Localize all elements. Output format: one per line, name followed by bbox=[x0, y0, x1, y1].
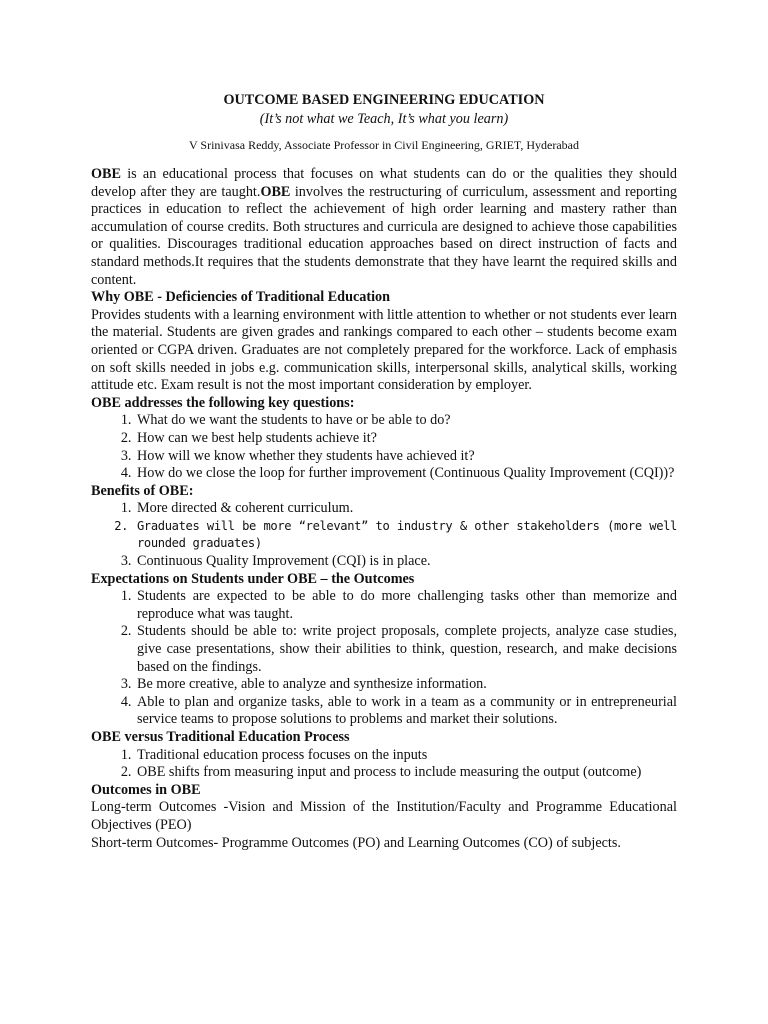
list-item: 2. OBE shifts from measuring input and process to include measuring the output (outcome) bbox=[135, 764, 677, 782]
list-item: 4. Able to plan and organize tasks, able to work in a team as a community or in entrepreneurial service teams to propose solutions to problems and market their solutions. bbox=[135, 694, 677, 729]
why-obe-heading: Why OBE - Deficiencies of Traditional Education bbox=[91, 289, 390, 306]
intro-term-obe-2: OBE bbox=[260, 183, 291, 200]
expectations-heading: Expectations on Students under OBE – the Outcomes bbox=[91, 570, 415, 587]
intro-term-obe: OBE bbox=[91, 166, 121, 182]
list-item: 1. More directed & coherent curriculum. bbox=[135, 500, 677, 518]
intro-text-2: involves the restructuring of curriculum, assessment and reporting practices in education to reflect the achievement of high order learning and mastery rather than accumulation of course credits. Both structures and curricula are designed to achieve those capabilities or qualities. Discourages traditional education approaches based on direct instruction of facts and standard methods.It requires that the students demonstrate that they have learnt the required skills and content. bbox=[91, 183, 678, 288]
list-item: 2. Students should be able to: write project proposals, complete projects, analyze case studies, give case presentations, show their abilities to think, question, research, and make decisions based on the findings. bbox=[135, 623, 677, 676]
intro-paragraph bbox=[91, 166, 677, 289]
document-subtitle: (It’s not what we Teach, It’s what you learn) bbox=[259, 111, 509, 127]
author-line: V Srinivasa Reddy, Associate Professor in Civil Engineering, GRIET, Hyderabad bbox=[188, 138, 580, 152]
benefits-list bbox=[91, 500, 677, 570]
expectations-list bbox=[91, 588, 677, 729]
list-item: 2. Graduates will be more “relevant” to industry & other stakeholders (more well rounded graduates) bbox=[135, 518, 677, 553]
list-item: 1. What do we want the students to have or be able to do? bbox=[135, 412, 677, 430]
list-item: 1. Traditional education process focuses on the inputs bbox=[135, 747, 677, 765]
benefits-heading: Benefits of OBE: bbox=[91, 482, 194, 499]
list-item: 4. How do we close the loop for further improvement (Continuous Quality Improvement (CQI))? bbox=[135, 465, 677, 483]
list-item: 3. How will we know whether they students have achieved it? bbox=[135, 448, 677, 466]
key-questions-heading: OBE addresses the following key questions: bbox=[91, 394, 355, 411]
key-questions-list bbox=[91, 412, 677, 482]
intro-text-1: is an educational process that focuses on what students can do or the qualities they should develop after they are taught. bbox=[91, 166, 677, 200]
document-body bbox=[91, 92, 677, 852]
list-item: 1. Students are expected to be able to do more challenging tasks other than memorize and reproduce what was taught. bbox=[135, 588, 677, 623]
short-term-outcomes: Short-term Outcomes- Programme Outcomes (PO) and Learning Outcomes (CO) of subjects. bbox=[91, 834, 621, 851]
versus-list bbox=[91, 747, 677, 782]
why-obe-paragraph: Provides students with a learning environment with little attention to whether or not students ever learn the material. Students are given grades and rankings compared to each other – students become exam oriented or CGPA driven. Graduates are not completely prepared for the workforce. Lack of emphasis on soft skills needed in jobs e.g. communication skills, interpersonal skills, analytical skills, working attitude etc. Exam result is not the most important consideration by employer. bbox=[91, 306, 677, 394]
list-item: 3. Continuous Quality Improvement (CQI) is in place. bbox=[135, 553, 677, 571]
versus-heading: OBE versus Traditional Education Process bbox=[91, 729, 350, 745]
document-title: OUTCOME BASED ENGINEERING EDUCATION bbox=[223, 92, 545, 108]
list-item: 2. How can we best help students achieve it? bbox=[135, 430, 677, 448]
list-item: 3. Be more creative, able to analyze and synthesize information. bbox=[135, 676, 677, 694]
outcomes-heading: Outcomes in OBE bbox=[91, 781, 201, 798]
long-term-outcomes: Long-term Outcomes -Vision and Mission of the Institution/Faculty and Programme Educational Objectives (PEO) bbox=[91, 799, 677, 833]
